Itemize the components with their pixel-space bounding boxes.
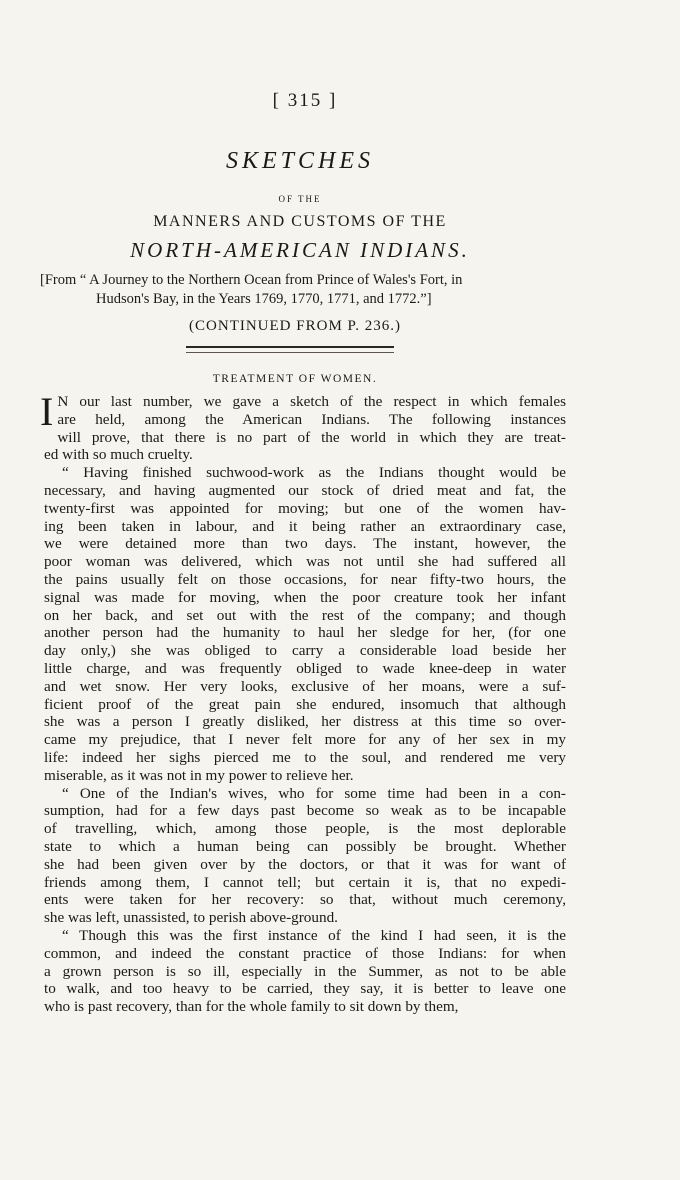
text-line: state to which a human being can possibly be brought. Whether — [44, 837, 566, 855]
text-line: friends among them, I cannot tell; but certain it is, that no expedi- — [44, 873, 566, 891]
text-line: day only,) she was obliged to carry a considerable load beside her — [44, 642, 566, 660]
text-line: and wet snow. Her very looks, exclusive of her moans, were a suf- — [44, 677, 566, 695]
text-line: ed with so much cruelty. — [44, 446, 193, 464]
text-line: “ One of the Indian's wives, who for some time had been in a con- — [62, 784, 566, 802]
text-line: necessary, and having augmented our stock of dried meat and fat, the — [44, 481, 566, 499]
text-line: ficient proof of the great pain she endured, insomuch that although — [44, 695, 566, 713]
source-line-2: Hudson's Bay, in the Years 1769, 1770, 1771, and 1772.”] — [96, 291, 432, 307]
continued-note: (CONTINUED FROM P. 236.) — [189, 318, 401, 334]
text-line: are held, among the American Indians. The following instances — [57, 410, 566, 428]
text-line: she had been given over by the doctors, or that it was for want of — [44, 855, 566, 873]
text-line: a grown person is so ill, especially in the Summer, as not to be able — [44, 962, 566, 980]
text-line: N our last number, we gave a sketch of the respect in which females — [57, 393, 566, 410]
text-line: the pains usually felt on those occasions, for near fifty-two hours, the — [44, 570, 566, 588]
source-citation — [40, 271, 570, 309]
text-line: signal was made for moving, when the poor creature took her infant — [44, 588, 566, 606]
text-line: came my prejudice, that I never felt more for any of her sex in my — [44, 731, 566, 749]
article-subject: NORTH-AMERICAN INDIANS. — [130, 238, 470, 262]
text-line: will prove, that there is no part of the world in which they are treat- — [57, 428, 566, 446]
text-line: another person had the humanity to haul her sledge for her, (for one — [44, 624, 566, 642]
drop-cap: I — [40, 389, 54, 434]
text-line: to walk, and too heavy to be carried, they say, it is better to leave one — [44, 980, 566, 998]
article-subtitle: MANNERS AND CUSTOMS OF THE — [153, 213, 447, 230]
text-line: we were detained more than two days. The instant, however, the — [44, 535, 566, 553]
text-line: “ Though this was the first instance of the kind I had seen, it is the — [62, 926, 566, 944]
section-heading: TREATMENT OF WOMEN. — [212, 373, 378, 385]
text-line: little charge, and was frequently obliged to wade knee-deep in water — [44, 659, 566, 677]
title-connector: OF THE — [278, 194, 322, 204]
text-line: ents were taken for her recovery: so that, without much ceremony, — [44, 891, 566, 909]
text-line: miserable, as it was not in my power to relieve her. — [44, 766, 354, 784]
text-line: she was a person I greatly disliked, her distress at this time so over- — [44, 713, 566, 731]
text-line: “ Having finished suchwood-work as the Indians thought would be — [62, 464, 566, 482]
decorative-rule — [186, 346, 394, 353]
text-line: poor woman was delivered, which was not until she had suffered all — [44, 553, 566, 571]
article-title: SKETCHES — [225, 148, 374, 174]
article-body — [40, 389, 566, 1016]
text-line: she was left, unassisted, to perish above-ground. — [44, 909, 338, 927]
text-line: life: indeed her sighs pierced me to the soul, and rendered me very — [44, 748, 566, 766]
page-number: [ 315 ] — [272, 90, 338, 111]
text-line: twenty-first was appointed for moving; but one of the women hav- — [44, 499, 566, 517]
text-line: on her back, and set out with the rest of the company; and though — [44, 606, 566, 624]
text-line: ing been taken in labour, and it being rather an extraordinary case, — [44, 517, 566, 535]
text-line: common, and indeed the constant practice of those Indians: for when — [44, 944, 566, 962]
source-line-1: [From “ A Journey to the Northern Ocean from Prince of Wales's Fort, in — [40, 272, 463, 288]
text-line: sumption, had for a few days past become so weak as to be incapable — [44, 802, 566, 820]
text-line: who is past recovery, than for the whole family to sit down by them, — [44, 998, 459, 1016]
text-line: of travelling, which, among those people, is the most deplorable — [44, 820, 566, 838]
